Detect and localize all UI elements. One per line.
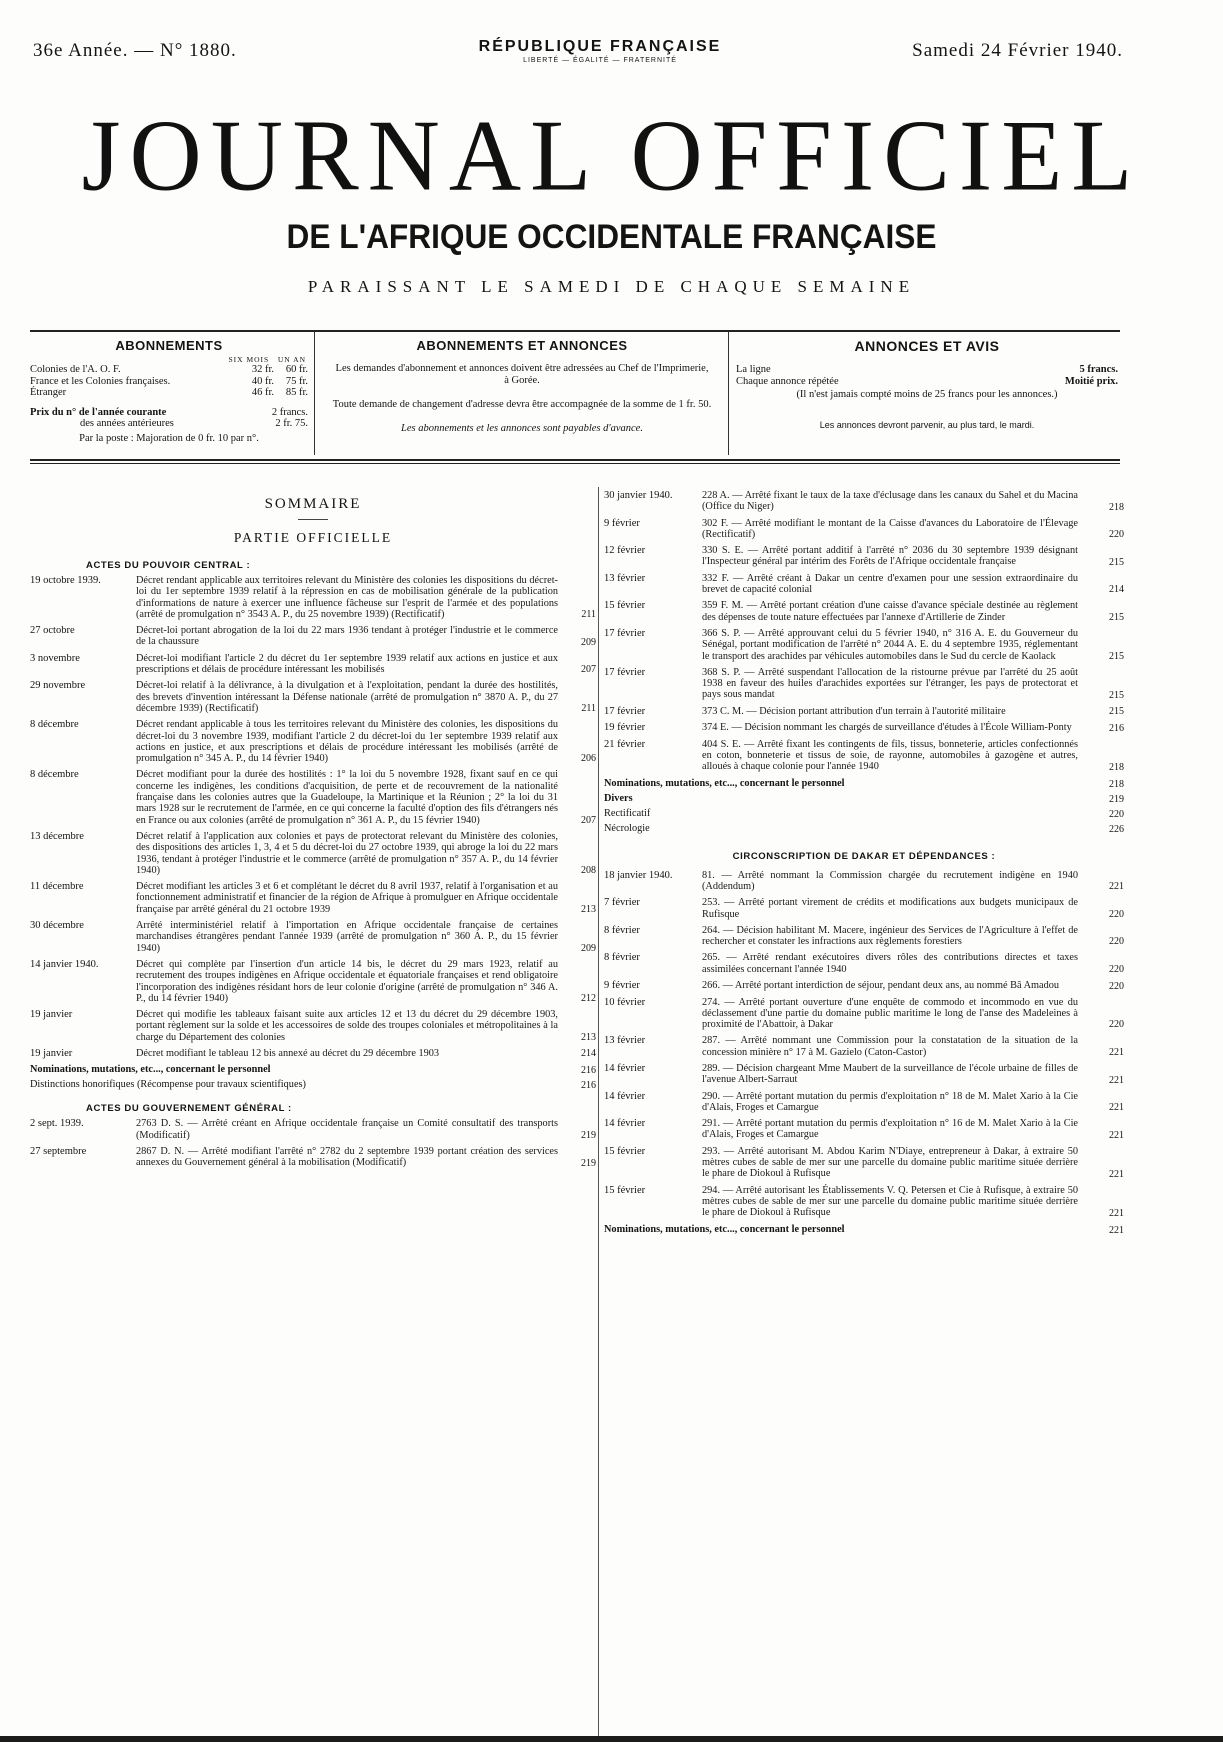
entry-text: 274. — Arrêté portant ouverture d'une enquête de commodo et incommodo en vue du déclassement d'une partie du domaine public maritime le long de l'anse des Madeleines à proximité de l'Abattoir, à Dakar <box>702 996 1078 1031</box>
entry-page: 214 <box>581 1048 596 1060</box>
entry-date: 2 sept. 1939. <box>30 1118 84 1130</box>
entry-date: 14 février <box>604 1063 646 1074</box>
entry-page: 220 <box>1109 908 1124 920</box>
entry-text: 330 S. E. — Arrêté portant additif à l'arrêté n° 2036 du 30 septembre 1939 désignant l'Inspecteur général par intérim des Forêts de l'Afrique occidentale française <box>702 545 1078 568</box>
journal-title: JOURNAL OFFICIEL <box>81 98 1142 213</box>
subscription-box <box>30 332 1118 457</box>
entry-text: 366 S. P. — Arrêté approuvant celui du 5 février 1940, n° 316 A. E. du Gouverneur du Sénégal, portant modification de l'arrêté n° 2044 A. E. du 4 septembre 1935, réglementant le transport des arachides par véhicules automobiles dans le Sud du cercle de Kaolack <box>702 627 1078 662</box>
entry-text: 264. — Décision habilitant M. Macere, ingénieur des Services de l'Agriculture à l'effet de rechercher et constater les infractions aux règlements forestiers <box>702 924 1078 948</box>
entry-page: 207 <box>581 814 596 826</box>
list-item <box>604 897 1124 920</box>
list-item <box>604 545 1124 568</box>
sommaire-title: SOMMAIRE <box>264 496 362 512</box>
entry-text: 253. — Arrêté portant virement de crédits et modifications aux budgets municipaux de Rufisque <box>702 897 1078 920</box>
list-item <box>30 881 596 915</box>
entry-page: 213 <box>581 904 596 916</box>
entry-date: 10 février <box>604 996 646 1008</box>
dakar-list <box>604 870 1124 1219</box>
distinctions-row: Distinctions honorifiques (Récompense pour travaux scientifiques) 216 <box>30 1079 596 1092</box>
issue-date: Samedi 24 Février 1940. <box>912 40 1123 61</box>
entry-text: 289. — Décision chargeant Mme Maubert de la surveillance de l'école urbaine de filles de l'avenue Albert-Sarraut <box>702 1063 1078 1086</box>
rectificatif-row: Rectificatif 220 <box>604 807 1124 820</box>
devise: LIBERTÉ — ÉGALITÉ — FRATERNITÉ <box>523 57 677 64</box>
entry-page: 211 <box>581 609 596 621</box>
list-item <box>604 952 1124 975</box>
entry-text: 404 S. E. — Arrêté fixant les contingents de fils, tissus, bonneterie, articles confectionnés en coton, bonneterie et tissus de soie, de rayonne, automobiles à gazogène et autres, alloués à chaque colonie pour l'année 1940 <box>702 738 1078 773</box>
entry-date: 14 janvier 1940. <box>30 958 99 970</box>
entry-page: 219 <box>581 1130 596 1142</box>
list-item <box>604 1118 1124 1141</box>
list-item <box>604 1146 1124 1180</box>
entry-page: 221 <box>1109 1168 1124 1180</box>
table-row: Chaque annonce répétée Moitié prix. <box>736 375 1118 387</box>
necrologie-row: Nécrologie 226 <box>604 822 1124 835</box>
nominations-row: Nominations, mutations, etc..., concernant le personnel 216 <box>30 1064 596 1077</box>
list-item <box>30 719 596 764</box>
issue-number: 36e Année. — N° 1880. <box>33 40 237 61</box>
entry-date: 17 février <box>604 666 646 678</box>
entry-date: 30 décembre <box>30 920 84 932</box>
divider <box>728 332 729 455</box>
entry-page: 218 <box>1109 501 1124 513</box>
entry-page: 221 <box>1109 1047 1124 1058</box>
entry-text: 332 F. — Arrêté créant à Dakar un centre d'examen pour une session extraordinaire du brevet de capacité colonial <box>702 572 1078 596</box>
entry-page: 221 <box>1109 1074 1124 1086</box>
entry-date: 7 février <box>604 897 640 909</box>
masthead <box>0 98 1223 297</box>
poste-note: Par la poste : Majoration de 0 fr. 10 par n°. <box>79 432 259 444</box>
list-item <box>30 920 596 954</box>
entry-date: 13 février <box>604 572 646 584</box>
pouvoir-central-list <box>30 575 596 1059</box>
entry-page: 220 <box>1109 1019 1124 1031</box>
entry-text: 2763 D. S. — Arrêté créant en Afrique occidentale française un Comité consultatif des transports (Modificatif) <box>136 1118 558 1141</box>
republic-block <box>430 38 770 64</box>
entry-page: 215 <box>1109 611 1124 623</box>
abonnements-table <box>30 364 308 399</box>
annonces-note: (Il n'est jamais compté moins de 25 francs pour les annonces.) <box>796 389 1058 400</box>
entry-date: 14 février <box>604 1090 646 1102</box>
divider <box>298 519 328 520</box>
entry-text: 293. — Arrêté autorisant M. Abdou Karim N'Diaye, entrepreneur à Dakar, à extraire 50 mètres cubes de sable de mer sur une parcelle du domaine public maritime située derrière le phare de Diokoul à Rufisque <box>702 1145 1078 1180</box>
section-gouvernement-general: ACTES DU GOUVERNEMENT GÉNÉRAL : <box>86 1103 292 1115</box>
entry-text: 290. — Arrêté portant mutation du permis d'exploitation n° 18 de M. Malet Xario à la Cie d'Alais, Froges et Camargue <box>702 1090 1078 1113</box>
list-item <box>30 1048 596 1060</box>
entry-page: 214 <box>1109 584 1124 596</box>
annonces-table <box>736 364 1118 387</box>
list-item <box>604 706 1124 718</box>
list-item <box>604 1185 1124 1219</box>
list-item <box>604 628 1124 662</box>
list-item <box>30 1118 596 1141</box>
entry-text: Arrêté interministériel relatif à l'importation en Afrique occidentale française de certaines marchandises étrangères pendant l'année 1939 (arrêté de promulgation n° 360 A. P., du 15 février 1940) <box>136 920 558 954</box>
entry-text: 81. — Arrêté nommant la Commission chargée du recrutement indigène en 1940 (Addendum) <box>702 869 1078 892</box>
entry-text: Décret-loi relatif à la délivrance, à la divulgation et à l'exploitation, pendant la durée des hostilités, des brevets d'invention intéressant la Défense nationale (arrêté de promulgation n° 3870 A. P., du 27 décembre 1939) (Rectificatif) <box>136 680 558 714</box>
entry-page: 218 <box>1109 761 1124 773</box>
entry-page: 220 <box>1109 980 1124 992</box>
entry-page: 220 <box>1109 529 1124 541</box>
entry-page: 215 <box>1109 706 1124 718</box>
divider <box>314 332 315 455</box>
entry-page: 213 <box>581 1031 596 1043</box>
list-item <box>30 575 596 620</box>
list-item <box>604 1091 1124 1114</box>
list-item <box>30 625 596 648</box>
entry-text: 2867 D. N. — Arrêté modifiant l'arrêté n° 2782 du 2 septembre 1939 portant création des services annexes du Gouvernement général à la mobilisation (Modificatif) <box>136 1146 558 1169</box>
entry-text: 265. — Arrêté rendant exécutoires divers rôles des contributions directes et taxes assimilées concernant l'année 1940 <box>702 952 1078 975</box>
entry-text: Décret modifiant pour la durée des hostilités : 1° la loi du 5 novembre 1928, fixant sauf en ce qui concerne les indigènes, les conditions d'acquisition, de perte et de recouvrement de la nationalité française dans les colonies autres que la Guadeloupe, la Martinique et la Réunion ; 2° la loi du 31 mars 1928 sur le recrutement de l'armée, en ce qui concerne la faculté d'option des fils d'étrangers nés en France ou aux colonies (arrêté de promulgation n° 361 A. P., du 15 février 1940) <box>136 769 558 826</box>
entry-text: Décret qui modifie les tableaux faisant suite aux articles 12 et 13 du décret du 29 décembre 1903, portant règlement sur la solde et les accessoires de solde des troupes coloniales et métropolitaines à la charge du Département des colonies <box>136 1009 558 1043</box>
list-item <box>30 1146 596 1169</box>
list-item <box>604 667 1124 701</box>
entry-text: 294. — Arrêté autorisant les Établissements V. Q. Petersen et Cie à Rufisque, à extraire 50 mètres cubes de sable de mer sur une parcelle du domaine public maritime située derrière le phare de Diokoul à Rufisque <box>702 1184 1078 1219</box>
list-item <box>604 600 1124 623</box>
entry-text: Décret rendant applicable à tous les territoires relevant du Ministère des colonies, les dispositions du décret-loi du 3 novembre 1939, modifiant l'article 2 du décret-loi du 1er septembre 1939 relatif aux actions en justice, et aux prescriptions et délais de procédure intéressant les mobilisés (arrêté de promulgation n° 345 A. P., du 14 février 1940) <box>136 719 558 765</box>
gouvernement-general-list <box>30 1118 596 1168</box>
entry-date: 19 octobre 1939. <box>30 575 101 586</box>
entry-text: 373 C. M. — Décision portant attribution d'un terrain à l'autorité militaire <box>702 705 1006 717</box>
list-item <box>604 722 1124 734</box>
abonnements-annonces-column <box>322 332 722 457</box>
abonnements-colheaders: SIX MOIS UN AN <box>228 355 306 364</box>
entry-date: 15 février <box>604 600 646 612</box>
table-row: des années antérieures 2 fr. 75. <box>80 418 308 429</box>
entry-page: 215 <box>1109 689 1124 701</box>
entry-page: 215 <box>1109 650 1124 662</box>
list-item <box>604 518 1124 541</box>
section-dakar: CIRCONSCRIPTION DE DAKAR ET DÉPENDANCES : <box>732 850 996 862</box>
header-line <box>0 40 1223 64</box>
entry-page: 221 <box>1109 881 1124 893</box>
entry-page: 221 <box>1109 1102 1124 1114</box>
entry-page: 209 <box>581 942 596 954</box>
entry-date: 30 janvier 1940. <box>604 490 673 501</box>
entry-text: 302 F. — Arrêté modifiant le montant de la Caisse d'avances du Laboratoire de l'Élevage (Rectificatif) <box>702 517 1078 540</box>
entry-page: 207 <box>581 664 596 676</box>
bottom-rule <box>0 1736 1223 1742</box>
partie-officielle: PARTIE OFFICIELLE <box>233 530 393 545</box>
sommaire-right-column <box>604 490 1124 1239</box>
abonnements-heading: ABONNEMENTS <box>115 338 223 353</box>
entry-page: 211 <box>581 703 596 715</box>
entry-date: 19 janvier <box>30 1047 73 1059</box>
entry-date: 9 février <box>604 517 640 529</box>
abonnements-column <box>30 332 308 457</box>
entry-text: Décret-loi portant abrogation de la loi du 22 mars 1936 tendant à protéger l'industrie et le commerce de la chaussure <box>136 625 558 648</box>
entry-date: 8 décembre <box>30 719 79 731</box>
entry-date: 12 février <box>604 545 646 557</box>
entry-page: 212 <box>581 993 596 1005</box>
list-item <box>604 925 1124 948</box>
abonnements-annonces-p2: Toute demande de changement d'adresse devra être accompagnée de la somme de 1 fr. 50. <box>332 399 712 410</box>
nominations-row: Nominations, mutations, etc..., concernant le personnel 218 <box>604 777 1124 790</box>
entry-text: Décret modifiant les articles 3 et 6 et complétant le décret du 8 avril 1937, relatif à l'organisation et au fonctionnement administratif et financier de la région de Afrique à promulguer en Afrique occidentale française par arrêté général du 21 octobre 1939 <box>136 881 558 915</box>
entry-date: 21 février <box>604 738 646 750</box>
entry-date: 8 février <box>604 952 640 964</box>
entry-date: 13 décembre <box>30 830 84 842</box>
list-item <box>604 739 1124 773</box>
list-item <box>604 573 1124 596</box>
list-item <box>30 831 596 876</box>
divers-row: Divers 219 <box>604 792 1124 805</box>
entry-text: 287. — Arrêté nommant une Commission pour la constatation de la situation de la concession minière n° 17 à M. Gazielo (Caton-Castor) <box>702 1035 1078 1058</box>
entry-date: 17 février <box>604 705 646 717</box>
entry-date: 18 janvier 1940. <box>604 869 673 881</box>
entry-page: 219 <box>581 1157 596 1169</box>
entry-date: 13 février <box>604 1035 646 1047</box>
entry-text: 291. — Arrêté portant mutation du permis d'exploitation n° 16 de M. Malet Xario à la Cie d'Alais, Froges et Camargue <box>702 1118 1078 1141</box>
entry-page: 216 <box>1109 722 1124 734</box>
list-item <box>604 1063 1124 1086</box>
column-divider <box>598 487 599 1742</box>
entry-date: 15 février <box>604 1145 646 1157</box>
entry-page: 220 <box>1109 936 1124 948</box>
annonces-avis-heading: ANNONCES ET AVIS <box>854 338 1000 354</box>
entry-date: 19 février <box>604 722 646 734</box>
entry-page: 220 <box>1109 964 1124 976</box>
entry-date: 27 octobre <box>30 625 75 637</box>
list-item <box>30 680 596 714</box>
entry-date: 15 février <box>604 1184 646 1196</box>
entry-date: 27 septembre <box>30 1146 87 1158</box>
list-item <box>30 653 596 676</box>
list-item <box>604 490 1124 513</box>
table-row: Colonies de l'A. O. F. 32 fr. 60 fr. <box>30 364 308 375</box>
entry-date: 14 février <box>604 1118 646 1130</box>
prix-table <box>30 407 308 430</box>
table-row: Prix du n° de l'année courante 2 francs. <box>30 406 308 418</box>
entry-date: 9 février <box>604 980 640 992</box>
list-item <box>604 870 1124 893</box>
entry-page: 206 <box>581 753 596 765</box>
table-row: Étranger 46 fr. 85 fr. <box>30 387 308 398</box>
abonnements-annonces-p1: Les demandes d'abonnement et annonces doivent être adressées au Chef de l'Imprimerie, à Gorée. <box>335 363 709 386</box>
entry-text: 266. — Arrêté portant interdiction de séjour, pendant deux ans, au nommé Bâ Amadou <box>702 980 1060 992</box>
gouvernement-general-list-cont <box>604 490 1124 773</box>
entry-date: 19 janvier <box>30 1009 73 1021</box>
entry-date: 17 février <box>604 627 646 639</box>
list-item <box>30 769 596 825</box>
entry-text: Décret relatif à l'application aux colonies et pays de protectorat relevant du Ministère des colonies, des dispositions des articles 1, 3, 4 et 5 du décret-loi du 27 octobre 1939, qui abroge la loi du 22 mars 1936, tendant à protéger l'industrie et le commerce (arrêté de promulgation n° 357 A. P., du 14 février 1940) <box>136 830 558 876</box>
list-item <box>30 1009 596 1043</box>
entry-page: 221 <box>1109 1129 1124 1141</box>
entry-text: 374 E. — Décision nommant les chargés de surveillance d'études à l'École William-Ponty <box>702 722 1072 734</box>
journal-subtitle: DE L'AFRIQUE OCCIDENTALE FRANÇAISE <box>286 218 937 256</box>
entry-text: Décret rendant applicable aux territoires relevant du Ministère des colonies les dispositions du décret-loi du 1er septembre 1939 relatif à la répression en cas de mobilisation générale de la publication d'informations de nature à exercer une influence fâcheuse sur l'esprit de l'armée et des populations (arrêté de promulgation n° 3543 A. P., du 25 novembre 1939) (Rectificatif) <box>136 575 558 620</box>
entry-date: 8 février <box>604 924 640 936</box>
abonnements-annonces-heading: ABONNEMENTS ET ANNONCES <box>416 338 628 353</box>
box-bottom-rule <box>30 459 1120 461</box>
nominations-row: Nominations, mutations, etc..., concernant le personnel 221 <box>604 1223 1124 1236</box>
entry-date: 11 décembre <box>30 881 84 893</box>
entry-date: 3 novembre <box>30 652 80 664</box>
journal-tagline: PARAISSANT LE SAMEDI DE CHAQUE SEMAINE <box>307 277 916 296</box>
list-item <box>30 959 596 1004</box>
abonnements-annonces-p3: Les abonnements et les annonces sont payables d'avance. <box>401 423 643 434</box>
list-item <box>604 997 1124 1031</box>
entry-text: 228 A. — Arrêté fixant le taux de la taxe d'éclusage dans les canaux du Sahel et du Macina (Office du Niger) <box>702 490 1078 513</box>
annonces-avis-column <box>736 332 1118 457</box>
annonces-delai: Les annonces devront parvenir, au plus tard, le mardi. <box>819 420 1035 430</box>
republic-title: RÉPUBLIQUE FRANÇAISE <box>478 38 722 55</box>
box-bottom-rule-2 <box>30 463 1120 464</box>
entry-date: 29 novembre <box>30 680 86 692</box>
entry-text: Décret modifiant le tableau 12 bis annexé au décret du 29 décembre 1903 <box>136 1048 440 1060</box>
entry-text: Décret qui complète par l'insertion d'un article 14 bis, le décret du 29 mars 1923, relatif au recrutement des troupes indigènes en Afrique occidentale et équatoriale françaises et rend obligatoire l'incorporation des indigènes résidant hors de leur colonie d'origine (arrêté de promulgation n° 346 A. P., du 14 février 1940) <box>136 958 558 1004</box>
entry-date: 8 décembre <box>30 769 79 781</box>
section-pouvoir-central: ACTES DU POUVOIR CENTRAL : <box>86 560 251 571</box>
list-item <box>604 1035 1124 1058</box>
sommaire-left-column <box>30 490 596 1174</box>
entry-page: 215 <box>1109 556 1124 568</box>
entry-page: 209 <box>581 636 596 648</box>
table-row: La ligne 5 francs. <box>736 364 1118 375</box>
entry-page: 221 <box>1109 1207 1124 1219</box>
entry-page: 208 <box>581 865 596 877</box>
entry-text: Décret-loi modifiant l'article 2 du décret du 1er septembre 1939 relatif aux actions en justice et aux prescriptions et délais de procédure intéressant les mobilisés <box>136 652 558 676</box>
table-row: France et les Colonies françaises. 40 fr. 75 fr. <box>30 375 308 387</box>
entry-text: 368 S. P. — Arrêté suspendant l'allocation de la ristourne prévue par l'arrêté du 25 août 1938 en faveur des huiles d'arachides exportées sur l'étranger, les pays de protectorat et pays sous mandat <box>702 666 1078 701</box>
entry-text: 359 F. M. — Arrêté portant création d'une caisse d'avance spéciale destinée au règlement des dépenses de toute nature effectuées par l'annexe d'Artillerie de Zinder <box>702 600 1078 623</box>
list-item <box>604 980 1124 992</box>
